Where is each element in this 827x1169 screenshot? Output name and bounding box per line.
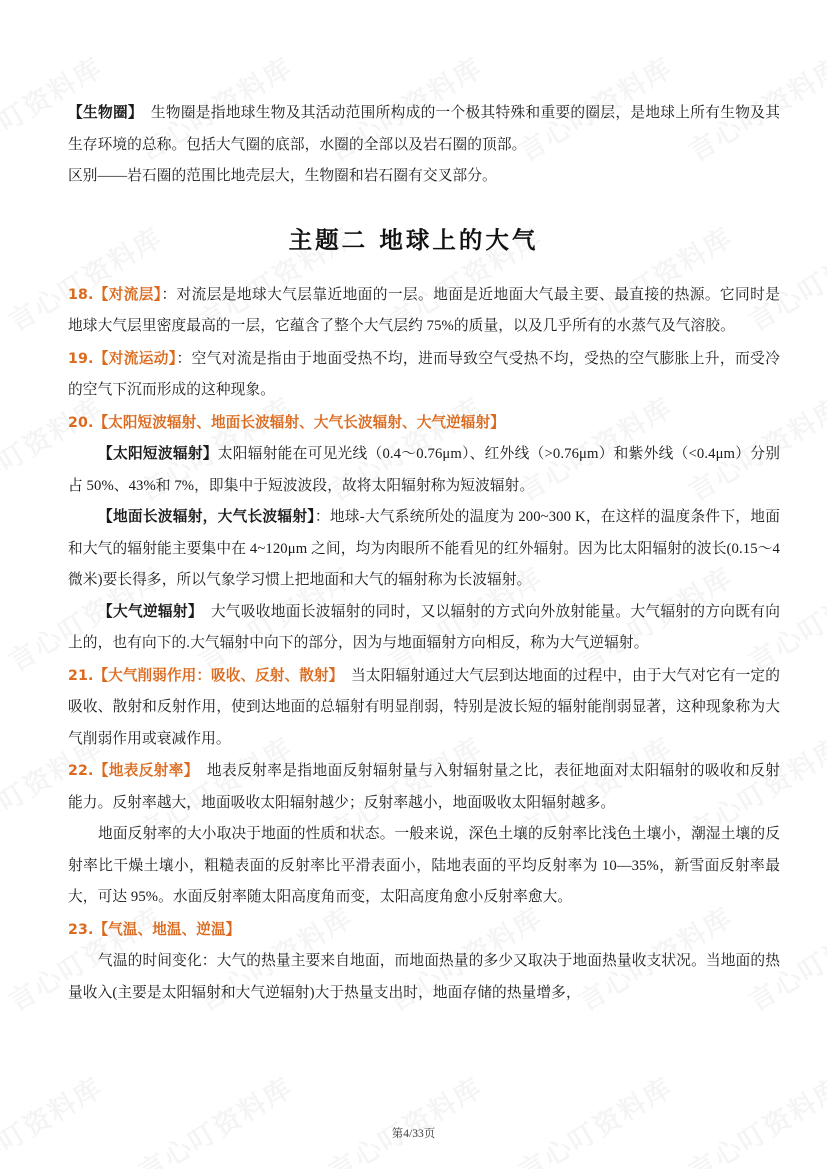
subitem-longwave [0,502,827,597]
item-18-heading: 【对流层】 [93,285,162,303]
top-margin [0,0,827,98]
subitem-solar-shortwave [0,439,827,502]
biosphere-note-text: 区别——岩石圈的范围比地壳层大，生物圈和岩石圈有交叉部分。 [68,168,497,184]
item-19 [0,343,827,407]
item-22-body: 地表反射率是指地面反射辐射量与入射辐射量之比，表征地面对太阳辐射的吸收和反射能力。反射率越大，地面吸收太阳辐射越少；反射率越小，地面吸收太阳辐射越多。 [68,763,780,811]
item-22-number: 22. [68,763,94,779]
item-19-separator: ： [176,350,192,367]
watermark-text [0,1066,109,1169]
page-title: 主题二 地球上的大气 [288,225,539,254]
item-23-number: 23. [68,921,94,938]
item-21-body: 当太阳辐射通过大气层到达地面的过程中，由于大气对它有一定的吸收、散射和反射作用，使到达地面的总辐射有明显削弱，特别是波长短的辐射能削弱显著，这种现象称为大气削弱作用或衰减作用。 [68,667,780,747]
item-22-heading: 【地表反射率】 [93,762,199,779]
paragraph-biosphere [0,98,827,161]
watermark-text [510,1066,679,1169]
item-19-body: 空气对流是指由于地面受热不均，进而导致空气受热不均，受热的空气膨胀上升，而受冷的空气下沉而形成的这种现象。 [68,350,780,398]
spacer-after-title [0,255,827,279]
item-20-heading: 【太阳短波辐射、地面长波辐射、大气长波辐射、大气逆辐射】 [93,413,505,431]
page-footer: 第4/33页 [391,1128,436,1140]
item-21-heading: 【大气削弱作用：吸收、反射、散射】 [93,666,344,684]
item-19-number: 19. [68,350,94,367]
item-19-heading: 【对流运动】 [93,349,177,367]
watermark-text [130,1066,299,1169]
item-22-paragraph-2 [0,819,827,914]
subitem-solar-shortwave-label: 【太阳短波辐射】 [98,446,218,462]
subitem-longwave-label: 【地面长波辐射，大气长波辐射】 [98,509,315,525]
item-21 [0,660,827,756]
item-21-number: 21. [68,667,94,684]
subitem-counter-radiation [0,597,827,660]
item-22-body-2: 地面反射率的大小取决于地面的性质和状态。一般来说，深色土壤的反射率比浅色土壤小，潮湿土壤的反射率比干燥土壤小，粗糙表面的反射率比平滑表面小，陆地表面的平均反射率为 10—35%，新雪面反射率最大，可达 95%。水面反射率随太阳高度角而变，太阳高度角愈小反射率愈大。 [68,826,780,905]
item-18-body: 对流层是地球大气层靠近地面的一层。地面是近地面大气最主要、最直接的热源。它同时是地球大气层里密度最高的一层，它蕴含了整个大气层约 75%的质量，以及几乎所有的水蒸气及气溶胶。 [68,286,780,334]
subitem-longwave-body: 地球-大气系统所处的温度为 200~300 K，在这样的温度条件下，地面和大气的辐射能主要集中在 4~120μm 之间，均为肉眼所不能看见的红外辐射。因为比太阳辐射的波长(0.15～4 微米)要长得多，所以气象学习惯上把地面和大气的辐射称为长波辐射。 [68,509,780,588]
subitem-solar-shortwave-body: 太阳辐射能在可见光线（0.4～0.76μm）、红外线（>0.76μm）和紫外线（<0.4μm）分别占 50%、43%和 7%，即集中于短波波段，故将太阳辐射称为短波辐射。 [68,446,780,494]
item-23 [0,914,827,947]
item-22 [0,755,827,819]
spacer-before-title [0,193,827,221]
subitem-counter-radiation-label: 【大气逆辐射】 [98,603,203,620]
item-23-body: 气温的时间变化：大气的热量主要来自地面，而地面热量的多少又取决于地面热量收支状况。当地面的热量收入(主要是太阳辐射和大气逆辐射)大于热量支出时，地面存储的热量增多， [68,953,780,1001]
watermark-text [320,1066,489,1169]
item-23-paragraph [0,946,827,1009]
watermark-text [680,1066,827,1169]
subitem-longwave-separator: ： [314,509,330,525]
term-biosphere-body: 生物圈是指地球生物及其活动范围所构成的一个极其特殊和重要的圈层，是地球上所有生物及其生存环境的总称。包括大气圈的底部，水圈的全部以及岩石圈的顶部。 [68,105,780,153]
item-18 [0,279,827,343]
term-biosphere-label: 【生物圈】 [68,105,143,121]
item-20-number: 20. [68,414,94,431]
subitem-counter-radiation-body: 大气吸收地面长波辐射的同时，又以辐射的方式向外放射能量。大气辐射的方向既有向上的，也有向下的.大气辐射中向下的部分，因为与地面辐射方向相反，称为大气逆辐射。 [68,603,780,651]
paragraph-biosphere-note [0,161,827,193]
item-18-separator: ： [161,286,177,303]
item-18-number: 18. [68,286,94,303]
item-23-heading: 【气温、地温、逆温】 [93,920,241,938]
item-20 [0,407,827,440]
